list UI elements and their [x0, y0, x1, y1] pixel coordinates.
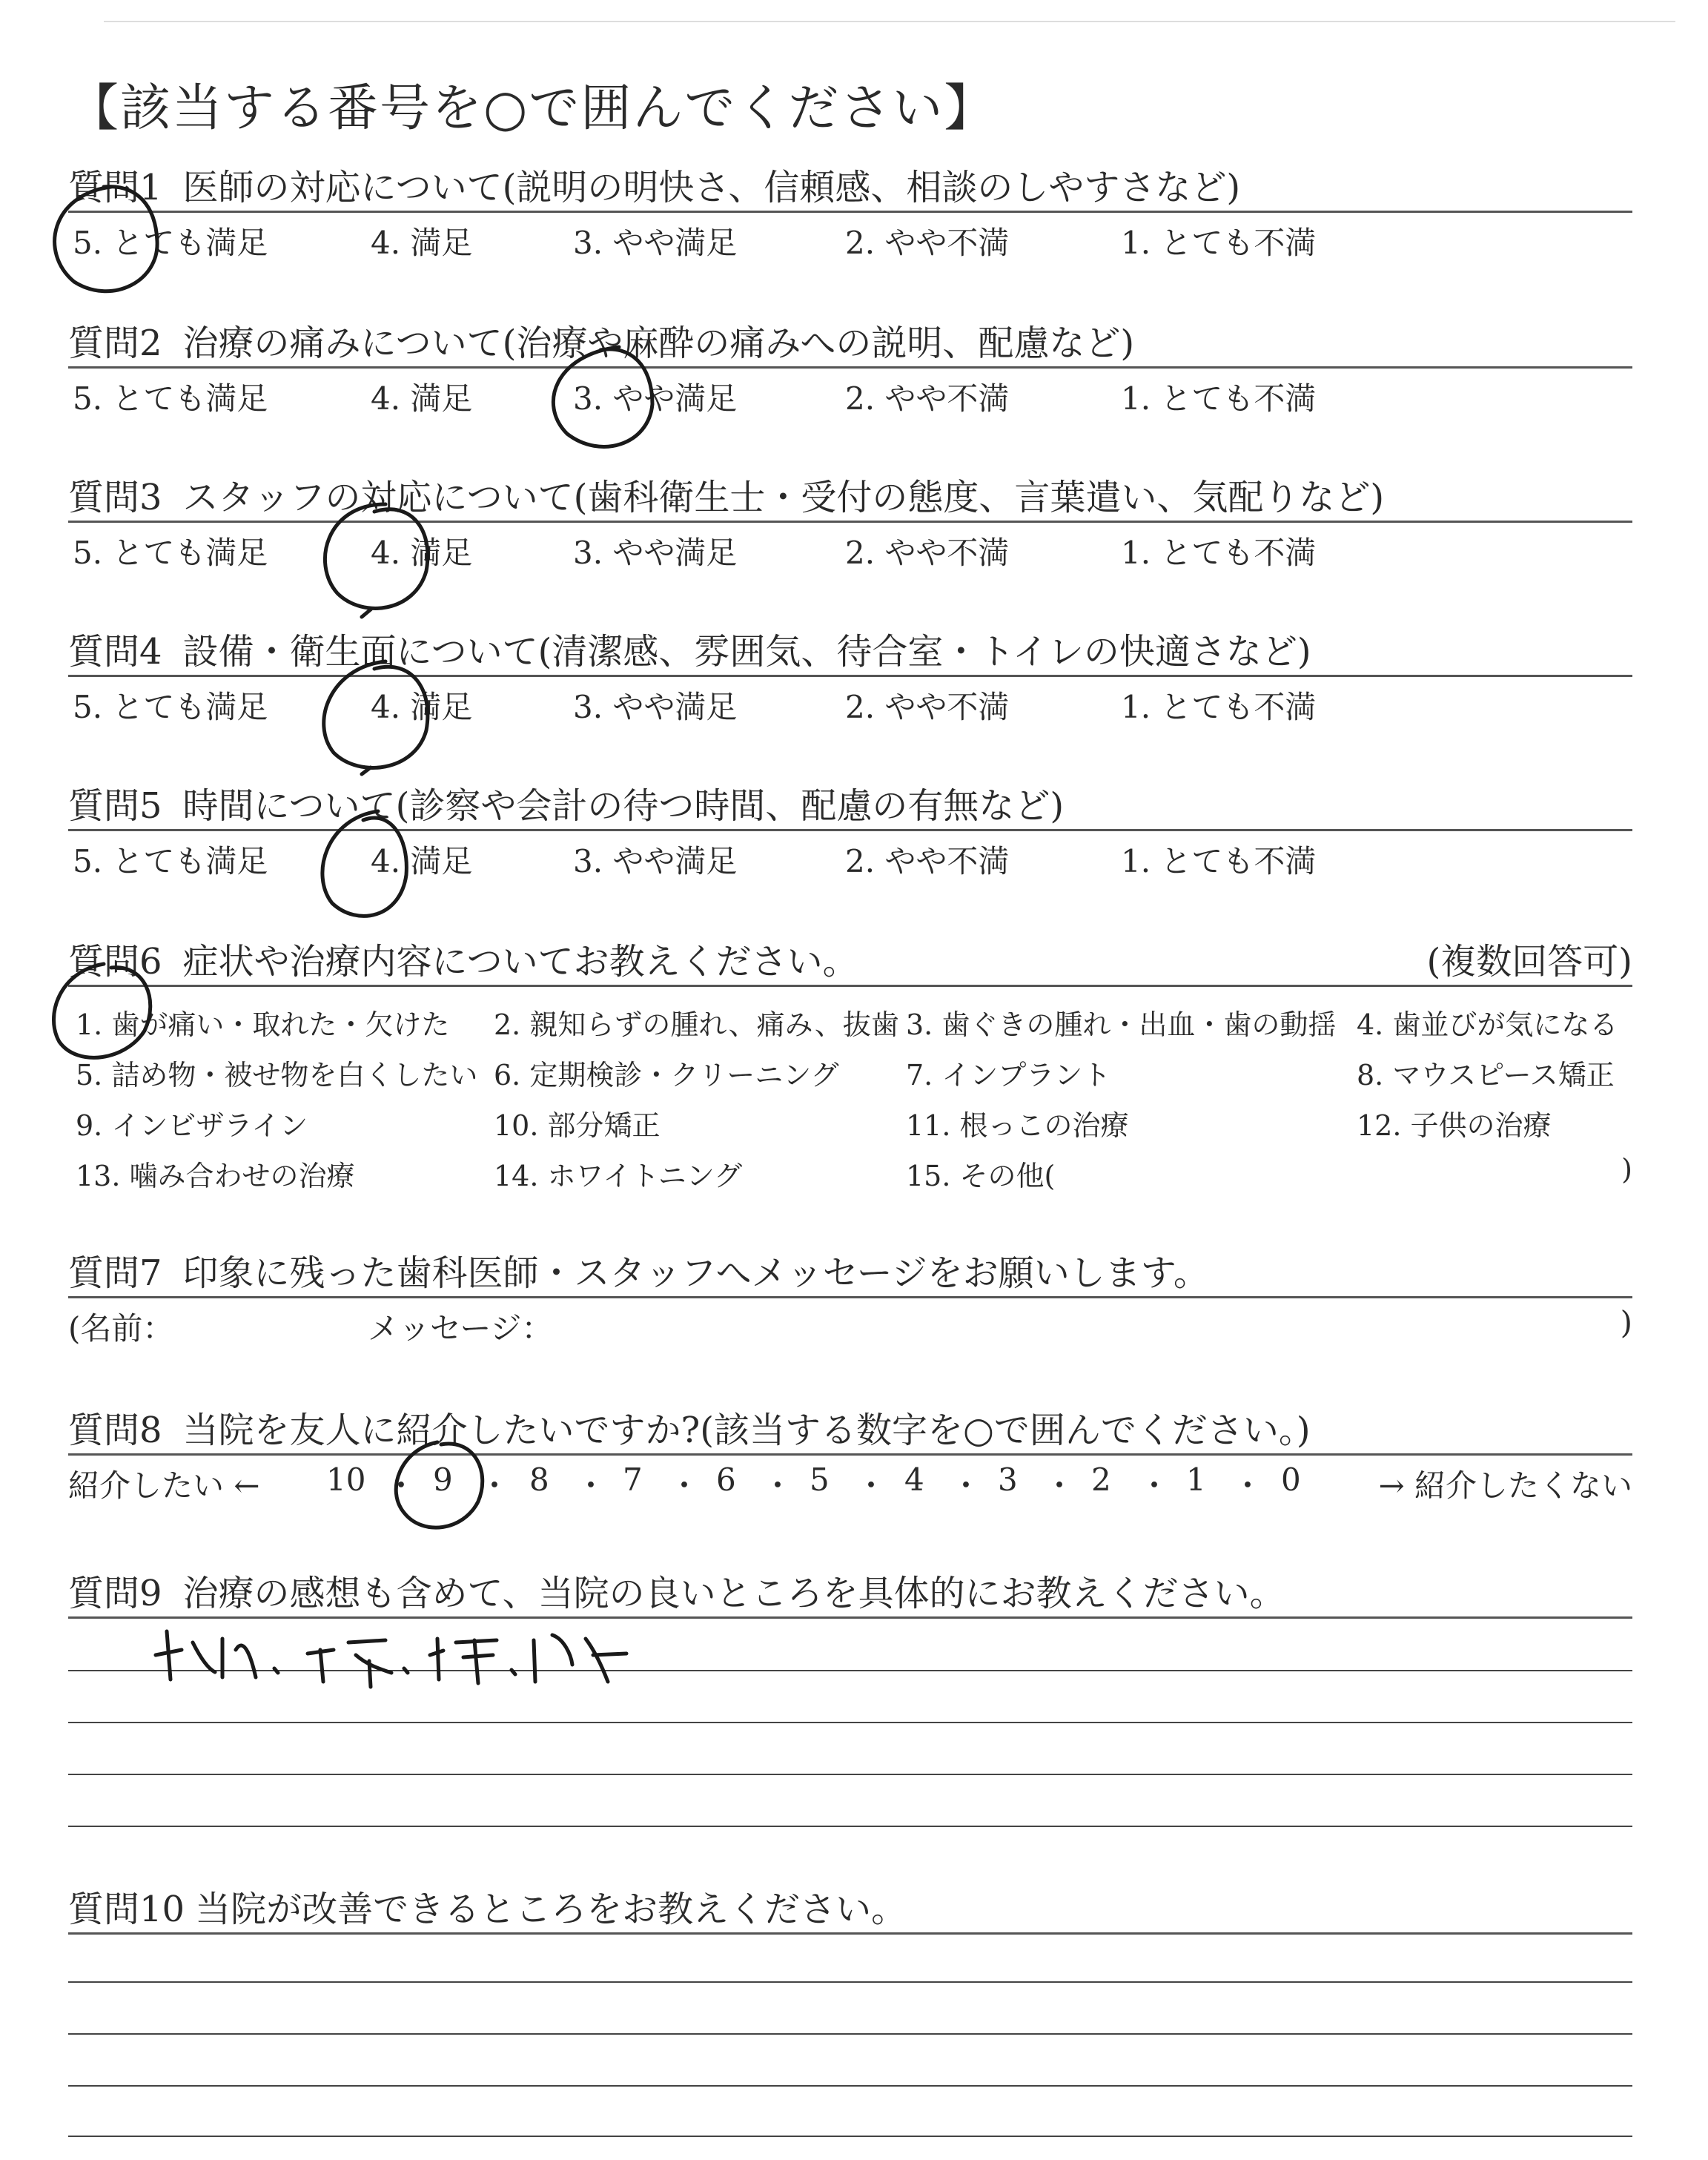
option-1[interactable]: 1. とても不満: [1121, 380, 1317, 417]
option-4[interactable]: 4. 満足: [371, 535, 473, 571]
question-3-title: [68, 475, 1632, 521]
scale-value-5[interactable]: 5: [810, 1462, 830, 1498]
question-number: 質問7: [68, 1252, 162, 1294]
answer-options: [68, 213, 1632, 265]
option-5[interactable]: 5. とても満足: [73, 689, 268, 725]
scale-value-0[interactable]: 0: [1281, 1462, 1301, 1498]
symptom-option[interactable]: 8. マウスピース矯正: [1357, 1059, 1615, 1091]
option-3[interactable]: 3. やや満足: [573, 689, 738, 725]
scale-value-9[interactable]: 9: [433, 1462, 453, 1498]
option-1[interactable]: 1. とても不満: [1121, 689, 1317, 725]
option-3[interactable]: 3. やや満足: [573, 535, 738, 571]
option-3[interactable]: 3. やや満足: [573, 225, 738, 261]
symptom-option[interactable]: 9. インビザライン: [76, 1109, 308, 1142]
q9-handwritten-answer: [156, 1631, 626, 1687]
question-number: 質問9: [68, 1573, 162, 1614]
option-2[interactable]: 2. やや不満: [845, 535, 1010, 571]
question-number: 質問4: [68, 631, 162, 673]
answer-line[interactable]: [68, 1826, 1632, 1827]
symptom-option[interactable]: 7. インプラント: [906, 1059, 1111, 1091]
scale-separator: ・: [1232, 1467, 1264, 1504]
message-fields: [68, 1298, 1632, 1350]
option-4[interactable]: 4. 満足: [371, 843, 473, 879]
question-7: [68, 1250, 1632, 1350]
answer-options: [68, 369, 1632, 420]
other-close-paren: ): [1621, 1153, 1632, 1186]
scale-value-7[interactable]: 7: [623, 1462, 643, 1498]
symptom-option[interactable]: 11. 根っこの治療: [906, 1109, 1129, 1142]
question-1: [68, 165, 1632, 265]
symptom-option[interactable]: 1. 歯が痛い・取れた・欠けた: [76, 1008, 450, 1041]
question-number: 質問2: [68, 323, 162, 364]
message-close-paren: ): [1620, 1304, 1632, 1341]
question-8: [68, 1407, 1632, 1507]
scale-separator: ・: [855, 1467, 887, 1504]
survey-heading: 【該当する番号を○で囲んでください】: [68, 79, 996, 138]
question-number: 質問1: [68, 167, 162, 208]
scale-separator: ・: [1139, 1467, 1171, 1504]
question-rule: [68, 1932, 1632, 1935]
question-7-title: [68, 1250, 1632, 1296]
scale-separator: ・: [1044, 1467, 1076, 1504]
scale-value-6[interactable]: 6: [716, 1462, 736, 1498]
option-4[interactable]: 4. 満足: [371, 225, 473, 261]
symptom-option[interactable]: 10. 部分矯正: [494, 1109, 661, 1142]
scale-value-3[interactable]: 3: [998, 1462, 1018, 1498]
question-2-title: [68, 320, 1632, 366]
option-1[interactable]: 1. とても不満: [1121, 225, 1317, 261]
question-number: 質問3: [68, 477, 162, 518]
option-2[interactable]: 2. やや不満: [845, 225, 1010, 261]
scale-value-4[interactable]: 4: [904, 1462, 924, 1498]
option-4[interactable]: 4. 満足: [371, 689, 473, 725]
question-text: 当院を友人に紹介したいですか?(該当する数字を○で囲んでください。): [182, 1410, 1311, 1451]
top-divider: [104, 21, 1675, 22]
question-4: [68, 629, 1632, 729]
symptom-option[interactable]: 6. 定期検診・クリーニング: [494, 1059, 839, 1091]
option-1[interactable]: 1. とても不満: [1121, 535, 1317, 571]
scale-separator: ・: [762, 1467, 794, 1504]
option-2[interactable]: 2. やや不満: [845, 380, 1010, 417]
answer-line[interactable]: [68, 1981, 1632, 1983]
question-text: 医師の対応について(説明の明快さ、信頼感、相談のしやすさなど): [182, 167, 1241, 208]
scale-separator: ・: [575, 1467, 607, 1504]
question-1-title: [68, 165, 1632, 211]
option-5[interactable]: 5. とても満足: [73, 843, 268, 879]
option-4[interactable]: 4. 満足: [371, 380, 473, 417]
answer-line[interactable]: [68, 2136, 1632, 2137]
question-3: [68, 475, 1632, 575]
answer-line[interactable]: [68, 1774, 1632, 1775]
question-10-title: [68, 1886, 1632, 1932]
question-text: 時間について(診察や会計の待つ時間、配慮の有無など): [182, 785, 1065, 827]
question-10: [68, 1886, 1632, 1935]
answer-line[interactable]: [68, 1670, 1632, 1671]
question-2: [68, 320, 1632, 420]
answer-line[interactable]: [68, 1722, 1632, 1723]
question-text: 当院が改善できるところをお教えください。: [195, 1889, 907, 1930]
answer-options: [68, 831, 1632, 883]
scale-value-1[interactable]: 1: [1186, 1462, 1206, 1498]
symptom-option[interactable]: 5. 詰め物・被せ物を白くしたい: [76, 1059, 478, 1091]
scale-separator: ・: [950, 1467, 982, 1504]
question-rule: [68, 1616, 1632, 1619]
recommend-scale: [68, 1456, 1632, 1507]
option-3[interactable]: 3. やや満足: [573, 843, 738, 879]
scale-separator: ・: [479, 1467, 511, 1504]
question-text: 設備・衛生面について(清潔感、雰囲気、待合室・トイレの快適さなど): [182, 631, 1311, 673]
answer-line[interactable]: [68, 2033, 1632, 2035]
option-1[interactable]: 1. とても不満: [1121, 843, 1317, 879]
question-5-title: [68, 783, 1632, 829]
question-text: 症状や治療内容についてお教えください。: [182, 941, 858, 982]
answer-options: [68, 523, 1632, 575]
symptom-option[interactable]: 13. 噛み合わせの治療: [76, 1160, 355, 1192]
question-4-title: [68, 629, 1632, 675]
answer-options: [68, 677, 1632, 729]
question-number: 質問5: [68, 785, 162, 827]
recommend-right-label: → 紹介したくない: [1378, 1467, 1632, 1504]
question-text: 印象に残った歯科医師・スタッフへメッセージをお願いします。: [182, 1252, 1209, 1294]
question-number: 質問6: [68, 941, 162, 982]
scale-value-10[interactable]: 10: [326, 1462, 366, 1498]
option-2[interactable]: 2. やや不満: [845, 689, 1010, 725]
question-8-title: [68, 1407, 1632, 1453]
question-6-title: [68, 939, 1632, 985]
question-6: [68, 939, 1632, 1195]
question-9: [68, 1571, 1632, 1619]
symptom-options: [68, 987, 1632, 1195]
symptom-option[interactable]: 12. 子供の治療: [1357, 1109, 1552, 1142]
multiple-answer-note: (複数回答可): [1426, 941, 1632, 982]
scale-separator: ・: [385, 1467, 417, 1504]
other-option[interactable]: 15. その他(: [906, 1160, 1056, 1192]
option-5[interactable]: 5. とても満足: [73, 225, 268, 261]
scale-value-8[interactable]: 8: [529, 1462, 549, 1498]
question-number: 質問10: [68, 1889, 185, 1930]
message-label: メッセージ：: [368, 1310, 553, 1347]
symptom-option[interactable]: 4. 歯並びが気になる: [1357, 1008, 1618, 1041]
question-5: [68, 783, 1632, 883]
question-text: スタッフの対応について(歯科衛生士・受付の態度、言葉遣い、気配りなど): [182, 477, 1385, 518]
question-9-title: [68, 1571, 1632, 1616]
answer-line[interactable]: [68, 2085, 1632, 2087]
symptom-option[interactable]: 2. 親知らずの腫れ、痛み、抜歯: [494, 1008, 899, 1041]
option-3[interactable]: 3. やや満足: [573, 380, 738, 417]
symptom-option[interactable]: 3. 歯ぐきの腫れ・出血・歯の動揺: [906, 1008, 1337, 1041]
option-5[interactable]: 5. とても満足: [73, 380, 268, 417]
name-label: (名前：: [68, 1310, 174, 1347]
scale-separator: ・: [669, 1467, 701, 1504]
question-text: 治療の感想も含めて、当院の良いところを具体的にお教えください。: [182, 1573, 1285, 1614]
symptom-option[interactable]: 14. ホワイトニング: [494, 1160, 743, 1192]
option-5[interactable]: 5. とても満足: [73, 535, 268, 571]
recommend-left-label: 紹介したい ←: [68, 1467, 260, 1504]
scale-value-2[interactable]: 2: [1091, 1462, 1111, 1498]
option-2[interactable]: 2. やや不満: [845, 843, 1010, 879]
question-number: 質問8: [68, 1410, 162, 1451]
question-text: 治療の痛みについて(治療や麻酔の痛みへの説明、配慮など): [182, 323, 1135, 364]
